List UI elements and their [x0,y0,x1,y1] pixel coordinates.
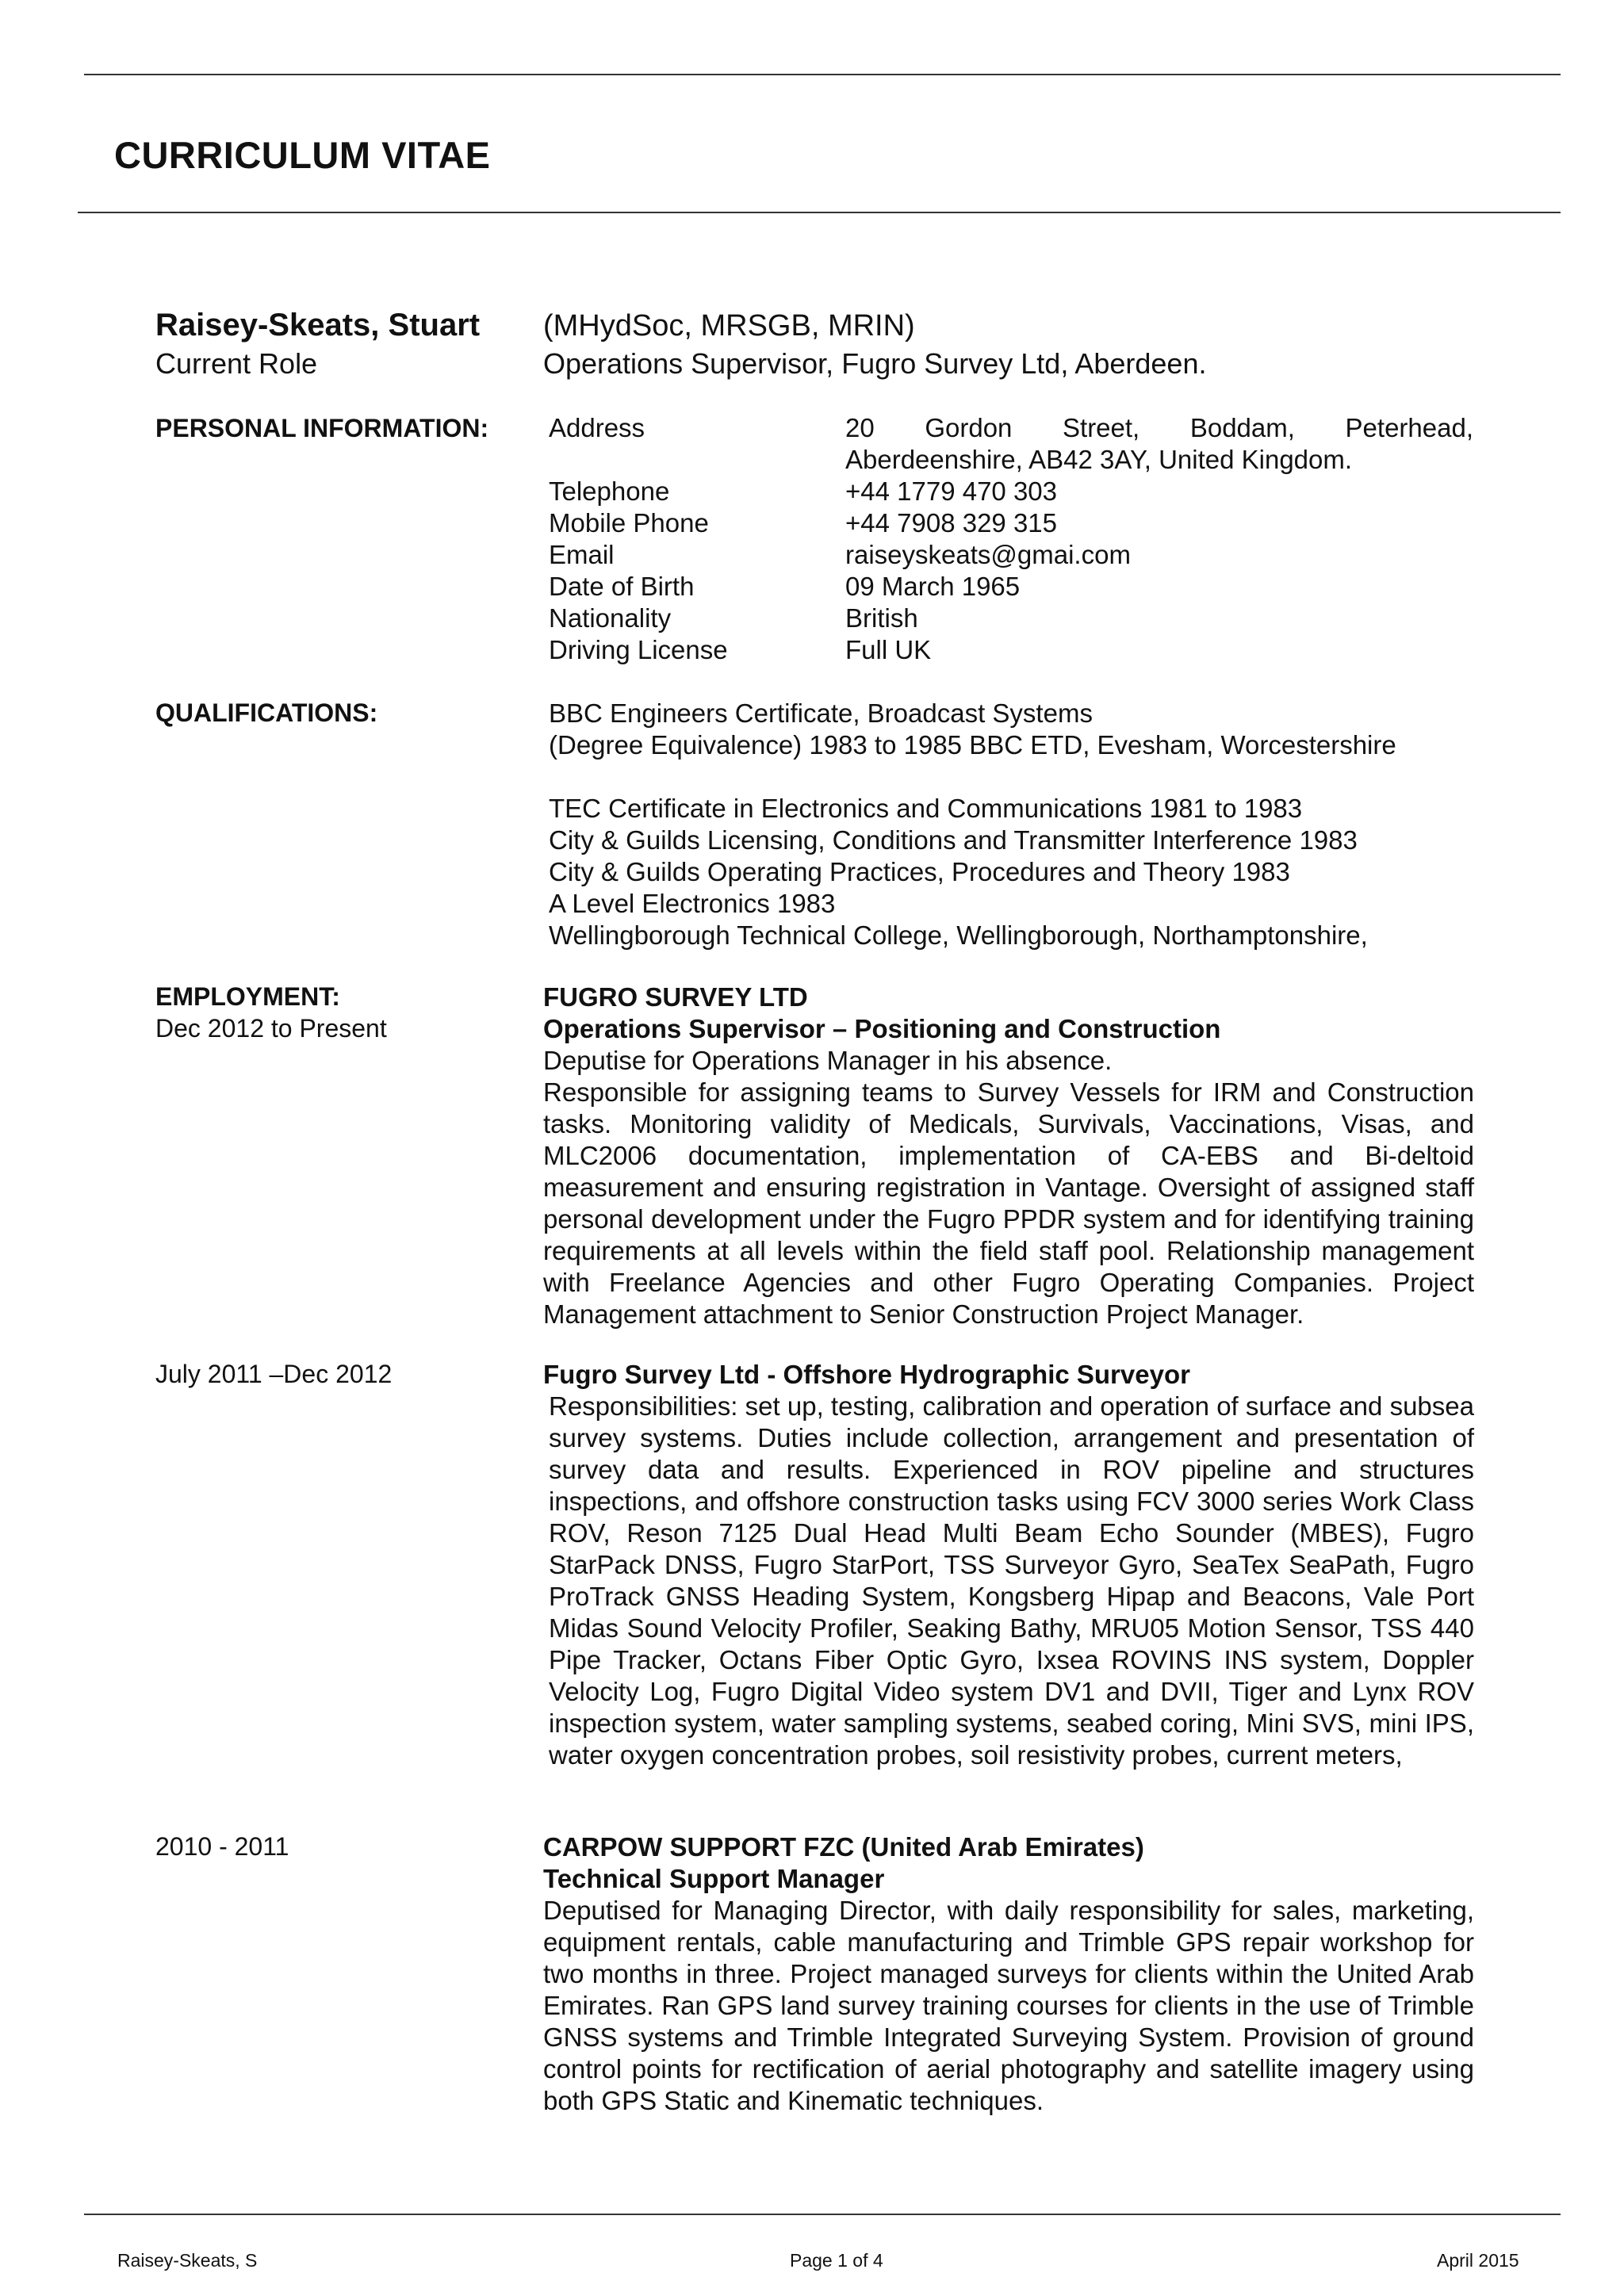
qualifications-list [549,698,1484,951]
qualification-item: (Degree Equivalence) 1983 to 1985 BBC ETD, Evesham, Worcestershire [549,730,1396,760]
pi-row-address [549,412,1473,476]
pi-row-telephone [549,476,1473,507]
pi-row-license [549,634,1473,666]
qualifications-label: QUALIFICATIONS: [155,698,378,727]
employment-entry [543,1359,1474,1771]
footer-rule [84,2214,1561,2215]
pi-value: Full UK [845,635,932,664]
footer-author: Raisey-Skeats, S [117,2250,258,2271]
qualification-item: City & Guilds Licensing, Conditions and Transmitter Interference 1983 [549,825,1358,855]
pi-value: 09 March 1965 [845,572,1021,601]
qualification-item: TEC Certificate in Electronics and Communications 1981 to 1983 [549,794,1303,823]
title-rule [78,212,1561,213]
pi-key: Address [549,413,645,442]
job-description: Deputised for Managing Director, with daily responsibility for sales, marketing, equipment rentals, cable manufacturing and Trimble GPS repair workshop for two months in three. Project managed surveys for clients within the United Arab Emirates. Ran GPS land survey training courses for clients in the use of Trimble GNSS systems and Trimble Integrated Surveying System. Provision of ground control points for rectification of aerial photography and satellite imagery using both GPS Static and Kinematic techniques. [543,1896,1474,2115]
job-title: Operations Supervisor – Positioning and Construction [543,1014,1221,1043]
pi-value: British [845,603,918,633]
current-role-label: Current Role [155,347,318,380]
pi-value: raiseyskeats@gmai.com [845,540,1131,569]
personal-info-label: PERSONAL INFORMATION: [155,414,489,442]
pi-value: +44 7908 329 315 [845,508,1058,538]
memberships: (MHydSoc, MRSGB, MRIN) [543,309,915,342]
pi-row-email [549,539,1473,571]
pi-key: Email [549,540,615,569]
pi-row-dob [549,571,1473,603]
employment-dates: Dec 2012 to Present [155,1014,387,1043]
qualification-item: BBC Engineers Certificate, Broadcast Systems [549,698,1093,728]
document-title: CURRICULUM VITAE [114,134,491,176]
pi-value: +44 1779 470 303 [845,476,1058,506]
candidate-name: Raisey-Skeats, Stuart [155,308,481,342]
job-lead: Deputise for Operations Manager in his absence. [543,1046,1113,1075]
footer-date: April 2015 [1437,2250,1519,2271]
pi-key: Nationality [549,603,672,633]
pi-row-mobile [549,507,1473,539]
employment-entry [543,1831,1474,2117]
personal-info-table [549,412,1473,666]
pi-key: Date of Birth [549,572,695,601]
pi-key: Mobile Phone [549,508,709,538]
employer-name: CARPOW SUPPORT FZC (United Arab Emirates) [543,1832,1144,1862]
job-description: Responsible for assigning teams to Survey Vessels for IRM and Construction tasks. Monitoring validity of Medicals, Survivals, Vaccinations, Visas, and MLC2006 documentation, implementation of CA-EBS and Bi-deltoid measurement and ensuring registration in Vantage. Oversight of assigned staff personal development under the Fugro PPDR system and for identifying training requirements at all levels within the field staff pool. Relationship management with Freelance Agencies and other Fugro Operating Companies. Project Management attachment to Senior Construction Project Manager. [543,1077,1474,1329]
qualification-item: A Level Electronics 1983 [549,889,836,918]
qualification-item: City & Guilds Operating Practices, Procedures and Theory 1983 [549,857,1290,886]
employer-name: FUGRO SURVEY LTD [543,982,808,1012]
job-title: Technical Support Manager [543,1864,885,1893]
qualification-item: Wellingborough Technical College, Wellingborough, Northamptonshire, [549,920,1368,950]
employment-entry [543,982,1474,1330]
pi-row-nationality [549,603,1473,634]
job-title: Fugro Survey Ltd - Offshore Hydrographic Surveyor [543,1360,1190,1389]
top-rule [84,74,1561,75]
pi-value: 20 Gordon Street, Boddam, Peterhead, Aberdeenshire, AB42 3AY, United Kingdom. [845,413,1473,474]
current-role-value: Operations Supervisor, Fugro Survey Ltd, Aberdeen. [543,347,1207,380]
employment-dates: 2010 - 2011 [155,1832,289,1861]
pi-key: Driving License [549,635,728,664]
employment-dates: July 2011 –Dec 2012 [155,1360,393,1388]
pi-key: Telephone [549,476,670,506]
job-description: Responsibilities: set up, testing, calibration and operation of surface and subsea survey systems. Duties include collection, arrangement and presentation of survey data and results. Experienced in ROV pipeline and structures inspections, and offshore construction tasks using FCV 3000 series Work Class ROV, Reson 7125 Dual Head Multi Beam Echo Sounder (MBES), Fugro StarPack DNSS, Fugro StarPort, TSS Surveyor Gyro, SeaTex SeaPath, Fugro ProTrack GNSS Heading System, Kongsberg Hipap and Beacons, Vale Port Midas Sound Velocity Profiler, Seaking Bathy, MRU05 Motion Sensor, TSS 440 Pipe Tracker, Octans Fiber Optic Gyro, Ixsea ROVINS INS system, Doppler Velocity Log, Fugro Digital Video system DV1 and DVII, Tiger and Lynx ROV inspection system, water sampling systems, seabed coring, Mini SVS, mini IPS, water oxygen concentration probes, soil resistivity probes, current meters, [549,1391,1474,1770]
employment-label: EMPLOYMENT: [155,982,340,1011]
footer-page-number: Page 1 of 4 [790,2250,883,2271]
